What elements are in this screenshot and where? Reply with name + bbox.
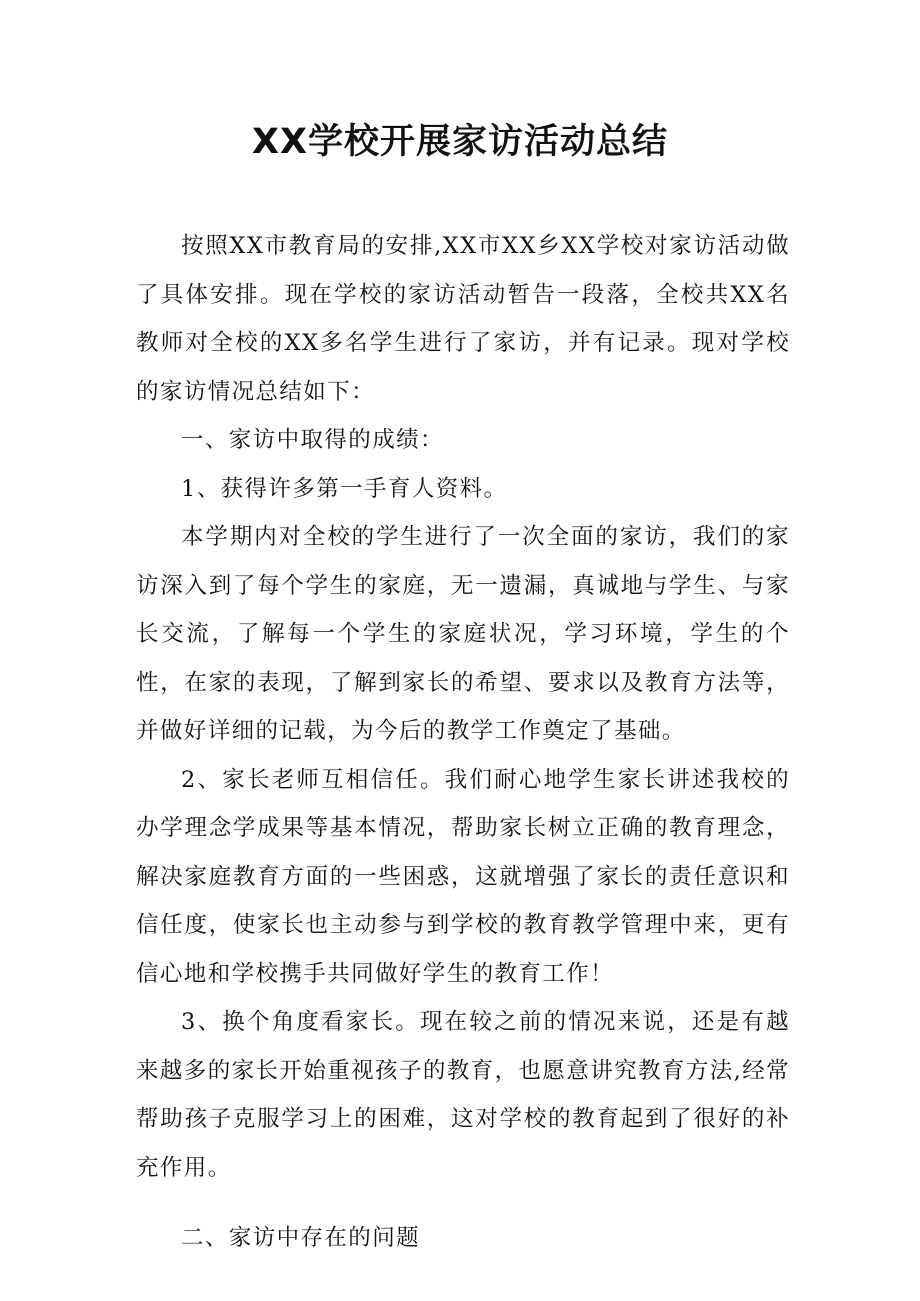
paragraph-intro: 按照XX市教育局的安排,XX市XX乡XX学校对家访活动做了具体安排。现在学校的家访活动暂告一段落，全校共XX名教师对全校的XX多名学生进行了家访，并有记录。现对学校的家访情况总结如下： (136, 233, 790, 405)
document-title: XX学校开展家访活动总结 (252, 122, 668, 162)
paragraph-mutual-trust: 2、家长老师互相信任。我们耐心地学生家长讲述我校的办学理念学成果等基本情况，帮助家长树立正确的教育理念，解决家庭教育方面的一些困惑，这就增强了家长的责任意识和信任度，使家长也主动参与到学校的教育教学管理中来，更有信心地和学校携手共同做好学生的教育工作！ (136, 766, 790, 987)
document-body (136, 222, 790, 1263)
paragraph-new-perspective: 3、换个角度看家长。现在较之前的情况来说，还是有越来越多的家长开始重视孩子的教育，也愿意讲究教育方法,经常帮助孩子克服学习上的困难，这对学校的教育起到了很好的补充作用。 (136, 1009, 790, 1181)
section-heading-problems: 二、家访中存在的问题 (181, 1225, 421, 1251)
section-heading-achievements: 一、家访中取得的成绩： (181, 427, 444, 453)
subheading-first-hand-materials: 1、获得许多第一手育人资料。 (181, 475, 508, 502)
paragraph-home-visit-details: 本学期内对全校的学生进行了一次全面的家访，我们的家访深入到了每个学生的家庭，无一遗漏，真诚地与学生、与家长交流，了解每一个学生的家庭状况，学习环境，学生的个性，在家的表现，了解到家长的希望、要求以及教育方法等，并做好详细的记载，为今后的教学工作奠定了基础。 (136, 524, 790, 744)
